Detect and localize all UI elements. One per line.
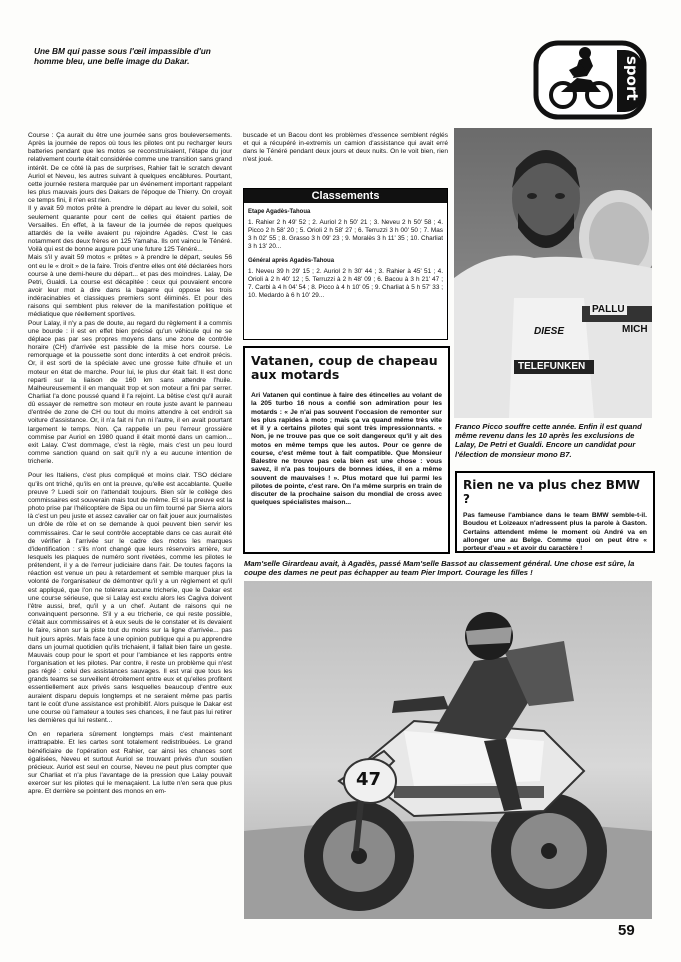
article-paragraph: Il y avait 59 motos prête à prendre le départ au lever du soleil, soit seulement quarante pour cent de celles qui étaient parties de Versailles. En effet, à la faveur de la journée de repos quelques attardés de la veille avaient pu rejoindre Agadès. C'est le cas notamment des deux frères en 125 Yamaha. Ils ont vaincu le Ténéré. Voilà qui est de bonne augure pour une future 125 Ténéré...: [28, 205, 232, 254]
vatanen-box: [243, 346, 450, 554]
general-results: 1. Neveu 39 h 29' 15 ; 2. Auriol 2 h 30' 44 ; 3. Rahier à 45' 51 ; 4. Orioli à 2 h 40' 12 ; 5. Terruzzi à 2 h 48' 09 ; 6. Bacou à 3 h 21' 47 ; 7. Carbi à 4 h 04' 54 ; 8. Picco à 4 h 10' 05 ; 9. Charliat à 5 h 57' 33 ; 10. Medardo à 6 h 10' 29...: [248, 268, 443, 299]
top-left-caption: Une BM qui passe sous l'œil impassible d'un homme bleu, une belle image du Dakar.: [34, 46, 211, 66]
sponsor-patch-mich: MICH: [622, 324, 648, 335]
rider-on-motorcycle-image: [244, 581, 652, 919]
bmw-title: Rien ne va plus chez BMW ?: [463, 478, 641, 506]
rider-portrait-image: [454, 128, 652, 418]
article-column-2: [243, 132, 448, 165]
bmw-text: Pas fameuse l'ambiance dans le team BMW semble-t-il. Boudou et Loizeaux n'adressent plus la parole à Gaston. Certains attendent même le moment où André va en allonger une au Belge. Comme quoi on peut être « porteur d'eau » et avoir du caractère !: [463, 512, 647, 553]
sport-logo: [533, 40, 647, 120]
sponsor-patch-telefunken: TELEFUNKEN: [518, 361, 586, 372]
article-paragraph: Pour Lalay, il n'y a pas de doute, au regard du règlement il a commis une bourde : il est en effet bien précisé qu'un véhicule qui ne se déplace pas par ses propres moyens dans une zone de contrôle horaire (CH) d'arrivée est passible de la mise hors course. Le remorquage et la poussette sont donc interdits à cet endroit précis. Or, il est sorti de la spéciale avec une grosse fuite d'huile et un moteur en état de marche. Pour lui, le plus dur était fait. Il est donc reparti sur la liaison de 160 km sans attendre l'huile. Malheureusement il en manquait trop et son moteur a fini par serrer. Charliat l'a donc poussé quand il l'a rejoint. La bêtise c'est qu'il aurait dû essayer de remettre son moteur en route juste avant le panneau d'entrée de zone de CH ou tout du moins attendre à cet endroit sa voiture d'assistance. Or, il n'a fait ni l'un ni l'autre, il en avait pourtant largement le temps. Non. Ça rappelle un peu l'erreur grossière commise par Auriol en 1980 quand il était monté dans un camion... exit Lalay. C'est dommage, c'est la règle, mais c'est un peu lourd comme sanction quand on sait qu'il n'y a eu aucune intention de tricherie.: [28, 319, 232, 466]
picco-caption: Franco Picco souffre cette année. Enfin il est quand même revenu dans les 10 après les exclusions de Lalay, De Petri et Gualdi. Encore un candidat pour l'élection de monsieur mono B7.: [455, 422, 642, 459]
sponsor-patch-pallu: PALLU: [592, 304, 625, 315]
article-column-1: [28, 132, 232, 797]
motorcycle-photo: [244, 581, 652, 919]
stage-heading: Etape Agadès-Tahoua: [248, 209, 311, 215]
vatanen-text: Ari Vatanen qui continue à faire des étincelles au volant de la 205 turbo 16 nous a confié son admiration pour les motards : « Je n'ai pas souvent l'occasion de remonter sur les plus rapides à moto ; mais ça va quand même très vite et il y a certains pilotes qui sont très impressionnants. « Non, je ne trouve pas que ce soit dangereux qu'il y ait des motos en même temps que les autos. Pour ce genre de course, c'est même tout à fait compatible. Que Monsieur Balestre ne trouve pas cela bien est une chose : vous savez, il n'a pas toujours de bonnes idées, il en a même souvent de mauvaises ! ». Plus motard que lui parmi les pilotes de pointe, c'est rare. On l'a même surpris en train de discuter de la prochaine saison du mondial de cross avec quelques spécialistes maison...: [251, 392, 442, 507]
vatanen-title: Vatanen, coup de chapeau aux motards: [251, 353, 438, 382]
sport-logo-label: sport: [623, 56, 641, 101]
page-number: 59: [618, 922, 635, 939]
number-plate-label: 47: [356, 769, 382, 790]
franco-picco-photo: [454, 128, 652, 418]
article-paragraph: buscade et un Bacou dont les problèmes d'essence semblent réglés et qui a récupéré in-extremis un camion d'assistance qui avait erré dans le Ténéré pendant deux jours et deux nuits. On le voit bien, rien n'est joué.: [243, 132, 448, 164]
classements-title: Classements: [244, 189, 447, 203]
article-paragraph: Course : Ça aurait du être une journée sans gros bouleversements. Après la journée de repos où tous les pilotes ont pu recharger leurs batteries pendant que les motos se reconstruisaient, l'étape du jour relativement courte était considérée comme une transition sans grand intérêt. De ce côté là pas de surprises, Rahier fait le scratch devant Auriol et Neveu, les autres suivant à quelques encâblures. Pourtant, cette journée restera marquée par un événement important rappelant les plus mauvais jours des Dakars de l'époque de Thierry. On croyait ce temps fini, il n'en est rien.: [28, 132, 232, 205]
article-paragraph: On en reparlera sûrement longtemps mais c'est maintenant irrattrapable. Et les cartes sont totalement redistribuées. Le grand bénéficiaire de l'opération est Rahier, car ainsi les chances sont égalisées, Neveu et surtout Auriol se trouvant privés d'un soutien précieux. Auriol est seul en course, Neveu ne peut plus compter que sur Charliat et n'a plus l'avantage de la pression que Lalay pouvait exercer sur les pilotes qui le menaçaient. La lutte n'en sera que plus apre. Et derrière se pointent des monos en em-: [28, 731, 232, 796]
article-paragraph: Mais s'il y avait 59 motos « prêtes » à prendre le départ, seules 56 ont eu le « droit » de la faire. Trois d'entre elles ont été déclarées hors course à une demi-heure du départ... et pas des moindres. Lalay, De Petri, Gualdi. La course est décapitée : ceux qui pouvaient encore avoir leur mot à dire dans la bagarre qui oppose les trois indéracinables et classiques premiers sont éliminés. Et pour des raisons qui semblent plus relever de la manifestation politique et médiatique que réellement sportives.: [28, 254, 232, 319]
general-heading: Général après Agadès-Tahoua: [248, 258, 335, 264]
article-paragraph: Pour les Italiens, c'est plus compliqué et moins clair. TSO déclare qu'ils ont triché, qu'ils en ont la preuve, qu'elle est accablante. Quelle preuve ? Luedi soir on l'attendait toujours. Bien sûr le collège des commissaires est souverain mais tout de même. Et si la preuve est la photo prise par l'hélicoptère de Sipa ou un film tourné par Sierra alors là c'est un peu juste et assez cavalier car on fait jouer aux journalistes un drôle de rôle et on se demande à quoi peuvent bien servir les commissaires. Car le seul contrôle acceptable dans ce cas aurait été de vérifier à l'arrivée sur le cadre des motos les marques d'identification : s'ils n'ont changé que leurs réservoirs arrière, sur lesquels les plaques de numéro sont rivetées, comme les pilotes le prétendent, il y a de l'erreur judiciaire dans l'air. De toutes façons la réaction est venue un peu à retardement et semble marquer plus la volonté de l'organisateur de démontrer qu'il y a un règlement et qu'il est appliqué, que l'on ne tolèrera aucune tricherie, que le Dakar est une course sérieuse, que si Lalay est exclu alors les Cagiva doivent l'être aussi, bref, qu'il y a un chef. Autant de raisons qui ne convainquent personne. S'il y a eu tricherie, ce qui reste possible, c'était aux commissaires et à eux seuls de le constater et ils devaient le faire, sinon sur la piste tout du moins sur la ligne d'arrivée... pas huit jours après. Mais face à une opinion publique qui a pu apprendre dans un journal quotidien qu'ils trichaient, il fallait bien faire un geste. Mauvais coup pour le sport et pour l'ambiance et les rapports entre l'organisation et les pilotes. Par contre, il reste un problème qui n'est pas réglé : celui des assistances sauvages. Il est vrai que tous les grands teams se surveillent étroitement entre eux et qu'elles profitent essentiellement aux privés sans lesquelles beaucoup d'entre eux auraient disparu depuis longtemps et ne seraient même pas partis tant le coût d'une assistance est prohibitif. Alors puisque le Dakar est une course où l'amateur a toutes ses chances, il ne faut pas lui retirer les dernières qui lui restent...: [28, 472, 232, 725]
classements-box: [243, 188, 448, 340]
bmw-box: [455, 471, 655, 553]
bottom-caption: Mam'selle Girardeau avait, à Agadès, passé Mam'selle Bassot au classement général. Une chose est sûre, la coupe des dames ne peut pas échapper au team Pier Import. Courage les filles !: [244, 559, 635, 578]
sponsor-patch-diese: DIESE: [534, 326, 565, 337]
stage-results: 1. Rahier 2 h 49' 52 ; 2. Auriol 2 h 50' 21 ; 3. Neveu 2 h 50' 58 ; 4. Picco 2 h 58' 20 ; 5. Orioli 2 h 58' 27 ; 6. Terruzzi 3 h 00' 50 ; 7. Mas 3 h 02' 55 ; 8. Grasso 3 h 09' 23 ; 9. Moralès 3 h 11' 35 ; 10. Charliat 3 h 13' 20...: [248, 219, 443, 250]
